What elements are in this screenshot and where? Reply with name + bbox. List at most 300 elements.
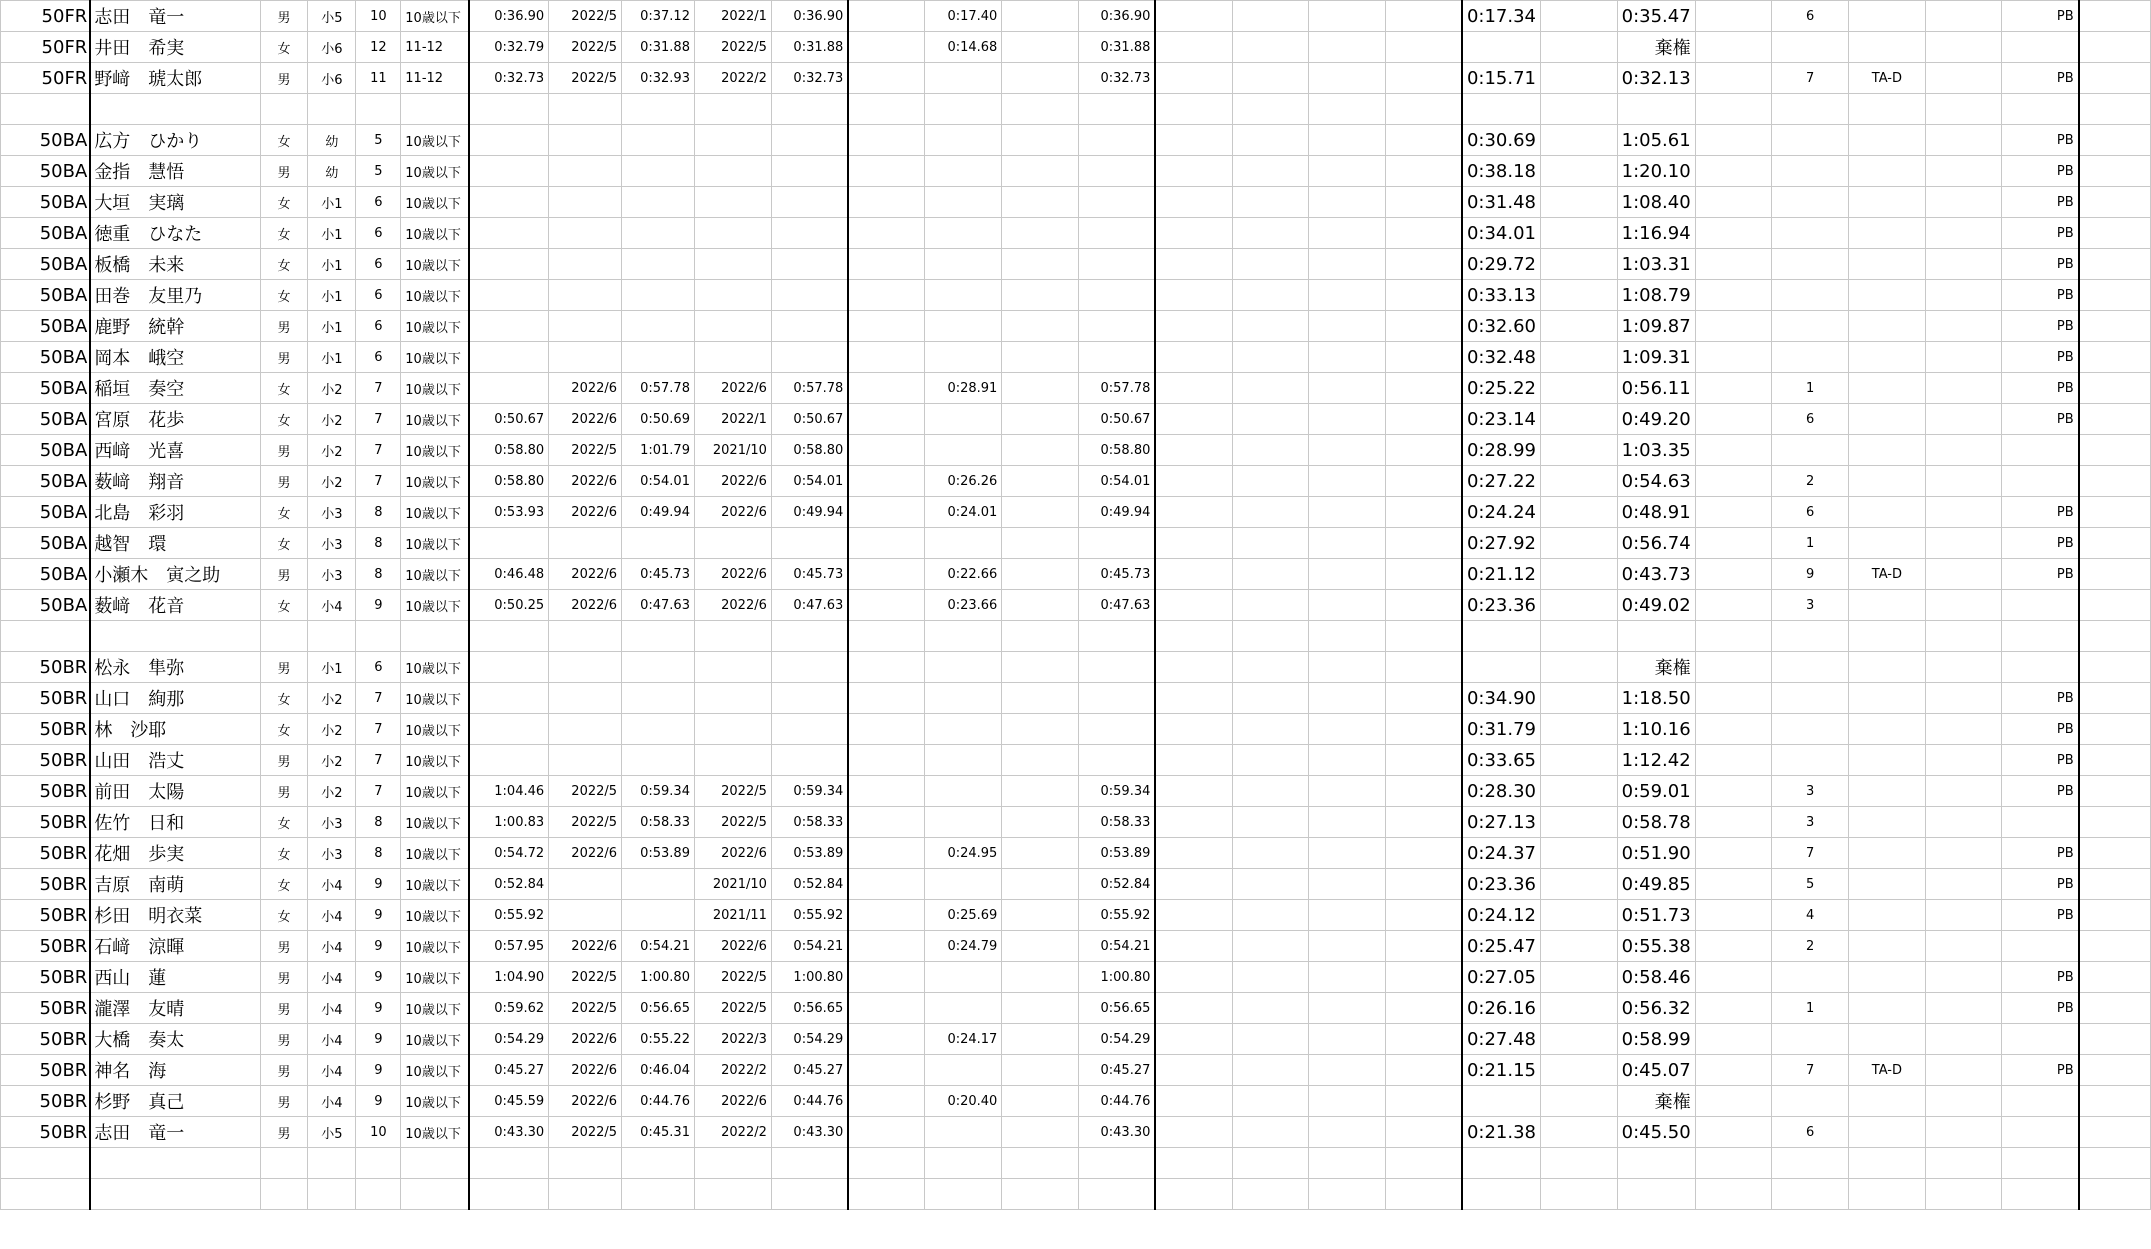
table-cell[interactable]: 西﨑 光喜 [90,435,260,466]
table-cell[interactable] [1155,342,1232,373]
table-cell[interactable] [848,373,925,404]
table-cell[interactable]: 10 [356,1,401,32]
table-cell[interactable]: 小6 [308,63,356,94]
table-cell[interactable] [771,1148,848,1179]
table-cell[interactable] [1155,280,1232,311]
table-cell[interactable] [771,621,848,652]
table-cell[interactable]: 50BA [1,342,91,373]
table-cell[interactable]: 0:37.12 [622,1,695,32]
table-cell[interactable] [1232,1117,1309,1148]
table-cell[interactable] [848,1024,925,1055]
table-cell[interactable] [401,621,469,652]
table-cell[interactable] [2079,435,2151,466]
table-cell[interactable] [1385,683,1462,714]
table-cell[interactable]: 7 [356,373,401,404]
table-cell[interactable] [925,249,1002,280]
table-cell[interactable] [925,745,1002,776]
table-cell[interactable] [469,683,549,714]
table-cell[interactable] [1309,621,1386,652]
table-cell[interactable] [1002,962,1079,993]
table-cell[interactable]: 50BA [1,249,91,280]
table-cell[interactable]: 0:53.89 [1078,838,1155,869]
table-cell[interactable] [1385,218,1462,249]
table-cell[interactable] [771,125,848,156]
table-cell[interactable] [1002,745,1079,776]
table-cell[interactable] [1925,1117,2002,1148]
table-cell[interactable] [1385,1,1462,32]
table-cell[interactable]: 0:54.29 [469,1024,549,1055]
table-cell[interactable] [1309,497,1386,528]
table-cell[interactable]: 2022/6 [549,404,622,435]
table-cell[interactable] [1925,497,2002,528]
table-cell[interactable]: 2022/6 [694,466,771,497]
table-cell[interactable]: 50BA [1,590,91,621]
table-cell[interactable] [1155,652,1232,683]
table-cell[interactable] [1772,249,1849,280]
table-cell[interactable]: 9 [356,900,401,931]
table-cell[interactable] [2079,311,2151,342]
table-cell[interactable] [1695,404,1772,435]
table-cell[interactable] [1078,714,1155,745]
table-cell[interactable]: 0:24.01 [925,497,1002,528]
table-cell[interactable]: 西山 蓮 [90,962,260,993]
table-cell[interactable]: 8 [356,838,401,869]
table-cell[interactable]: 6 [356,311,401,342]
table-cell[interactable]: 50FR [1,1,91,32]
table-cell[interactable] [1309,218,1386,249]
table-cell[interactable]: 2022/5 [549,63,622,94]
table-cell[interactable]: 3 [1772,590,1849,621]
table-cell[interactable] [356,621,401,652]
table-cell[interactable] [1540,156,1617,187]
table-cell[interactable] [1540,807,1617,838]
table-cell[interactable] [1925,652,2002,683]
table-cell[interactable] [1232,373,1309,404]
table-cell[interactable] [1695,714,1772,745]
table-cell[interactable]: 10歳以下 [401,125,469,156]
table-cell[interactable] [1002,63,1079,94]
table-cell[interactable] [1002,869,1079,900]
table-cell[interactable] [1849,652,1926,683]
table-cell[interactable]: 男 [260,63,308,94]
table-cell[interactable]: 0:57.95 [469,931,549,962]
table-cell[interactable] [308,94,356,125]
table-cell[interactable] [1385,249,1462,280]
table-cell[interactable] [1309,1055,1386,1086]
table-cell[interactable]: 0:45.27 [1078,1055,1155,1086]
table-cell[interactable] [1695,1024,1772,1055]
table-cell[interactable]: 2022/6 [549,559,622,590]
table-cell[interactable] [1695,280,1772,311]
table-cell[interactable]: 10歳以下 [401,962,469,993]
table-cell[interactable] [1462,1086,1541,1117]
table-cell[interactable] [848,528,925,559]
table-cell[interactable] [1849,1086,1926,1117]
table-cell[interactable] [1540,32,1617,63]
table-cell[interactable] [1002,373,1079,404]
table-cell[interactable]: 小1 [308,652,356,683]
table-cell[interactable]: 8 [356,807,401,838]
table-cell[interactable]: TA-D [1849,63,1926,94]
table-cell[interactable] [1078,280,1155,311]
table-cell[interactable]: 男 [260,311,308,342]
table-cell[interactable]: 10歳以下 [401,838,469,869]
table-cell[interactable] [2079,125,2151,156]
table-cell[interactable]: 0:44.76 [771,1086,848,1117]
table-cell[interactable] [1385,590,1462,621]
table-cell[interactable]: 9 [356,931,401,962]
table-cell[interactable] [1849,621,1926,652]
table-cell[interactable]: 瀧澤 友晴 [90,993,260,1024]
table-cell[interactable] [1849,776,1926,807]
table-cell[interactable]: 10歳以下 [401,156,469,187]
table-cell[interactable] [1695,993,1772,1024]
table-cell[interactable]: 0:54.01 [771,466,848,497]
table-cell[interactable]: 男 [260,993,308,1024]
table-cell[interactable]: 50BR [1,993,91,1024]
table-cell[interactable]: 0:36.90 [469,1,549,32]
table-cell[interactable] [1925,311,2002,342]
table-cell[interactable]: 50BR [1,652,91,683]
table-cell[interactable] [1385,435,1462,466]
table-cell[interactable] [1232,900,1309,931]
table-cell[interactable] [1695,559,1772,590]
table-cell[interactable] [1540,993,1617,1024]
table-cell[interactable]: 薮﨑 翔音 [90,466,260,497]
table-cell[interactable]: 0:31.88 [771,32,848,63]
table-cell[interactable] [1002,218,1079,249]
table-cell[interactable] [1925,280,2002,311]
table-cell[interactable]: 0:56.65 [1078,993,1155,1024]
table-cell[interactable] [1232,1148,1309,1179]
table-cell[interactable] [1385,838,1462,869]
table-cell[interactable] [1772,714,1849,745]
table-cell[interactable] [1155,869,1232,900]
table-cell[interactable]: 0:54.72 [469,838,549,869]
table-cell[interactable] [848,1117,925,1148]
table-cell[interactable]: 0:36.90 [1078,1,1155,32]
table-cell[interactable]: 2022/1 [694,1,771,32]
table-cell[interactable] [1232,311,1309,342]
table-cell[interactable] [1232,993,1309,1024]
table-cell[interactable] [1925,1055,2002,1086]
table-cell[interactable]: 0:57.78 [771,373,848,404]
table-cell[interactable] [1849,900,1926,931]
table-cell[interactable]: 0:51.90 [1617,838,1695,869]
table-cell[interactable]: 50FR [1,63,91,94]
table-cell[interactable] [1155,187,1232,218]
table-cell[interactable]: PB [2002,559,2079,590]
table-cell[interactable] [1002,1148,1079,1179]
table-cell[interactable]: 0:49.02 [1617,590,1695,621]
table-cell[interactable] [1849,745,1926,776]
table-cell[interactable]: 10歳以下 [401,404,469,435]
table-cell[interactable] [1002,497,1079,528]
table-cell[interactable] [1695,962,1772,993]
table-cell[interactable] [1232,1086,1309,1117]
table-cell[interactable] [848,683,925,714]
table-cell[interactable] [622,311,695,342]
table-cell[interactable]: 0:43.30 [469,1117,549,1148]
table-cell[interactable]: 棄権 [1617,32,1695,63]
table-cell[interactable] [694,714,771,745]
table-cell[interactable] [469,1148,549,1179]
table-cell[interactable] [848,714,925,745]
table-cell[interactable] [771,280,848,311]
table-cell[interactable]: 0:46.04 [622,1055,695,1086]
table-cell[interactable] [1462,1179,1541,1210]
table-cell[interactable]: 0:36.90 [771,1,848,32]
table-cell[interactable] [2002,931,2079,962]
table-cell[interactable]: 男 [260,652,308,683]
table-cell[interactable]: 2022/1 [694,404,771,435]
table-cell[interactable] [694,528,771,559]
table-cell[interactable] [469,94,549,125]
table-cell[interactable]: 石﨑 涼暉 [90,931,260,962]
table-cell[interactable]: 10歳以下 [401,1024,469,1055]
table-cell[interactable] [401,94,469,125]
table-cell[interactable]: 稲垣 奏空 [90,373,260,404]
table-cell[interactable] [1540,714,1617,745]
table-cell[interactable] [2002,94,2079,125]
table-cell[interactable] [622,652,695,683]
table-cell[interactable] [1002,776,1079,807]
table-cell[interactable] [1232,218,1309,249]
table-cell[interactable] [469,621,549,652]
table-cell[interactable]: 0:54.21 [771,931,848,962]
table-cell[interactable]: 女 [260,714,308,745]
table-cell[interactable] [1385,993,1462,1024]
table-cell[interactable] [925,156,1002,187]
table-cell[interactable] [1385,156,1462,187]
table-cell[interactable]: 6 [1772,497,1849,528]
table-cell[interactable]: 10歳以下 [401,528,469,559]
table-cell[interactable] [1849,931,1926,962]
table-cell[interactable]: PB [2002,993,2079,1024]
table-cell[interactable] [1695,528,1772,559]
table-cell[interactable] [1695,652,1772,683]
table-cell[interactable] [622,125,695,156]
table-cell[interactable] [549,745,622,776]
table-cell[interactable] [1002,435,1079,466]
table-cell[interactable]: 7 [356,714,401,745]
table-cell[interactable] [848,63,925,94]
table-cell[interactable]: 7 [356,466,401,497]
table-cell[interactable] [1232,466,1309,497]
table-cell[interactable]: 2 [1772,466,1849,497]
table-cell[interactable]: 10歳以下 [401,218,469,249]
table-cell[interactable] [1772,745,1849,776]
table-cell[interactable] [308,621,356,652]
table-cell[interactable] [1540,900,1617,931]
table-cell[interactable] [1309,714,1386,745]
table-cell[interactable]: 小3 [308,559,356,590]
table-cell[interactable] [469,528,549,559]
table-cell[interactable] [848,776,925,807]
table-cell[interactable] [1540,559,1617,590]
table-cell[interactable] [1695,311,1772,342]
table-cell[interactable]: 1:04.90 [469,962,549,993]
table-cell[interactable] [469,156,549,187]
table-cell[interactable]: 小2 [308,714,356,745]
table-cell[interactable]: 0:56.32 [1617,993,1695,1024]
table-cell[interactable]: 小1 [308,311,356,342]
table-cell[interactable] [549,342,622,373]
table-cell[interactable]: 0:52.84 [1078,869,1155,900]
table-cell[interactable]: 0:17.40 [925,1,1002,32]
table-cell[interactable]: 林 沙耶 [90,714,260,745]
table-cell[interactable]: 女 [260,590,308,621]
table-cell[interactable]: 1:04.46 [469,776,549,807]
table-cell[interactable] [1155,32,1232,63]
table-cell[interactable] [694,745,771,776]
table-cell[interactable] [1849,838,1926,869]
table-cell[interactable] [1232,621,1309,652]
table-cell[interactable]: 0:57.78 [1078,373,1155,404]
table-cell[interactable] [1002,1055,1079,1086]
table-cell[interactable] [2079,869,2151,900]
table-cell[interactable]: PB [2002,373,2079,404]
table-cell[interactable]: 0:45.27 [771,1055,848,1086]
table-cell[interactable] [848,1055,925,1086]
table-cell[interactable]: 2022/6 [694,373,771,404]
table-cell[interactable] [1155,435,1232,466]
table-cell[interactable] [2079,683,2151,714]
table-cell[interactable]: PB [2002,280,2079,311]
table-cell[interactable]: 50BA [1,466,91,497]
table-cell[interactable]: PB [2002,125,2079,156]
table-cell[interactable]: 50BR [1,714,91,745]
table-cell[interactable] [1695,32,1772,63]
table-cell[interactable]: 0:26.26 [925,466,1002,497]
table-cell[interactable] [1002,94,1079,125]
table-cell[interactable] [1,621,91,652]
table-cell[interactable]: 0:59.34 [771,776,848,807]
table-cell[interactable]: 0:22.66 [925,559,1002,590]
table-cell[interactable] [1925,683,2002,714]
table-cell[interactable] [1232,404,1309,435]
table-cell[interactable]: 1:08.40 [1617,187,1695,218]
table-cell[interactable]: 宮原 花歩 [90,404,260,435]
table-cell[interactable]: 2022/6 [549,1086,622,1117]
table-cell[interactable]: 12 [356,32,401,63]
table-cell[interactable] [925,528,1002,559]
table-cell[interactable]: 女 [260,900,308,931]
table-cell[interactable] [771,218,848,249]
table-cell[interactable] [771,156,848,187]
table-cell[interactable]: 女 [260,683,308,714]
table-cell[interactable] [1002,280,1079,311]
table-cell[interactable]: 2022/2 [694,1117,771,1148]
table-cell[interactable] [1385,900,1462,931]
table-cell[interactable] [1002,838,1079,869]
table-cell[interactable] [1155,776,1232,807]
table-cell[interactable]: 小4 [308,869,356,900]
table-cell[interactable]: 0:43.73 [1617,559,1695,590]
table-cell[interactable]: 小1 [308,218,356,249]
table-cell[interactable] [2079,466,2151,497]
table-cell[interactable]: 0:31.88 [622,32,695,63]
table-cell[interactable] [1078,1179,1155,1210]
table-cell[interactable] [1849,1179,1926,1210]
table-cell[interactable]: 1 [1772,993,1849,1024]
table-cell[interactable]: PB [2002,1055,2079,1086]
table-cell[interactable] [848,931,925,962]
table-cell[interactable]: 女 [260,838,308,869]
table-cell[interactable] [1002,342,1079,373]
table-cell[interactable]: 小1 [308,187,356,218]
table-cell[interactable] [1232,1179,1309,1210]
table-cell[interactable]: 1 [1772,373,1849,404]
table-cell[interactable] [848,125,925,156]
table-cell[interactable] [1772,218,1849,249]
table-cell[interactable] [356,1148,401,1179]
table-cell[interactable]: 1:01.79 [622,435,695,466]
table-cell[interactable] [2079,590,2151,621]
table-cell[interactable]: 小4 [308,590,356,621]
table-cell[interactable]: 0:55.22 [622,1024,695,1055]
table-cell[interactable] [771,745,848,776]
table-cell[interactable]: 0:58.46 [1617,962,1695,993]
table-cell[interactable] [1,1148,91,1179]
table-cell[interactable] [2002,466,2079,497]
table-cell[interactable] [2002,807,2079,838]
table-cell[interactable] [925,1117,1002,1148]
table-cell[interactable] [1309,745,1386,776]
table-cell[interactable] [1309,1,1386,32]
table-cell[interactable]: 7 [1772,63,1849,94]
table-cell[interactable] [1849,590,1926,621]
table-cell[interactable] [694,218,771,249]
table-cell[interactable] [1002,652,1079,683]
table-cell[interactable]: 0:45.50 [1617,1117,1695,1148]
table-cell[interactable]: 8 [356,497,401,528]
table-cell[interactable]: 10歳以下 [401,807,469,838]
table-cell[interactable] [1002,559,1079,590]
table-cell[interactable]: 0:54.01 [622,466,695,497]
table-cell[interactable] [694,125,771,156]
table-cell[interactable] [1925,187,2002,218]
table-cell[interactable] [622,94,695,125]
table-cell[interactable] [2079,187,2151,218]
table-cell[interactable] [1309,342,1386,373]
table-cell[interactable]: 50BA [1,311,91,342]
table-cell[interactable] [1155,1086,1232,1117]
table-cell[interactable] [1385,1024,1462,1055]
table-cell[interactable] [549,652,622,683]
table-cell[interactable]: 0:51.73 [1617,900,1695,931]
table-cell[interactable]: PB [2002,776,2079,807]
table-cell[interactable] [622,714,695,745]
table-cell[interactable] [1002,683,1079,714]
table-cell[interactable]: PB [2002,218,2079,249]
table-cell[interactable] [1002,1086,1079,1117]
table-cell[interactable]: 小5 [308,1117,356,1148]
table-cell[interactable]: 7 [356,435,401,466]
table-cell[interactable] [1385,32,1462,63]
table-cell[interactable] [1309,993,1386,1024]
table-cell[interactable] [1540,94,1617,125]
table-cell[interactable]: 0:47.63 [771,590,848,621]
table-cell[interactable]: PB [2002,838,2079,869]
table-cell[interactable] [1540,497,1617,528]
table-cell[interactable]: 0:49.94 [622,497,695,528]
table-cell[interactable]: PB [2002,311,2079,342]
table-cell[interactable] [90,621,260,652]
table-cell[interactable] [1540,745,1617,776]
table-cell[interactable] [1232,1024,1309,1055]
table-cell[interactable]: 10歳以下 [401,1055,469,1086]
